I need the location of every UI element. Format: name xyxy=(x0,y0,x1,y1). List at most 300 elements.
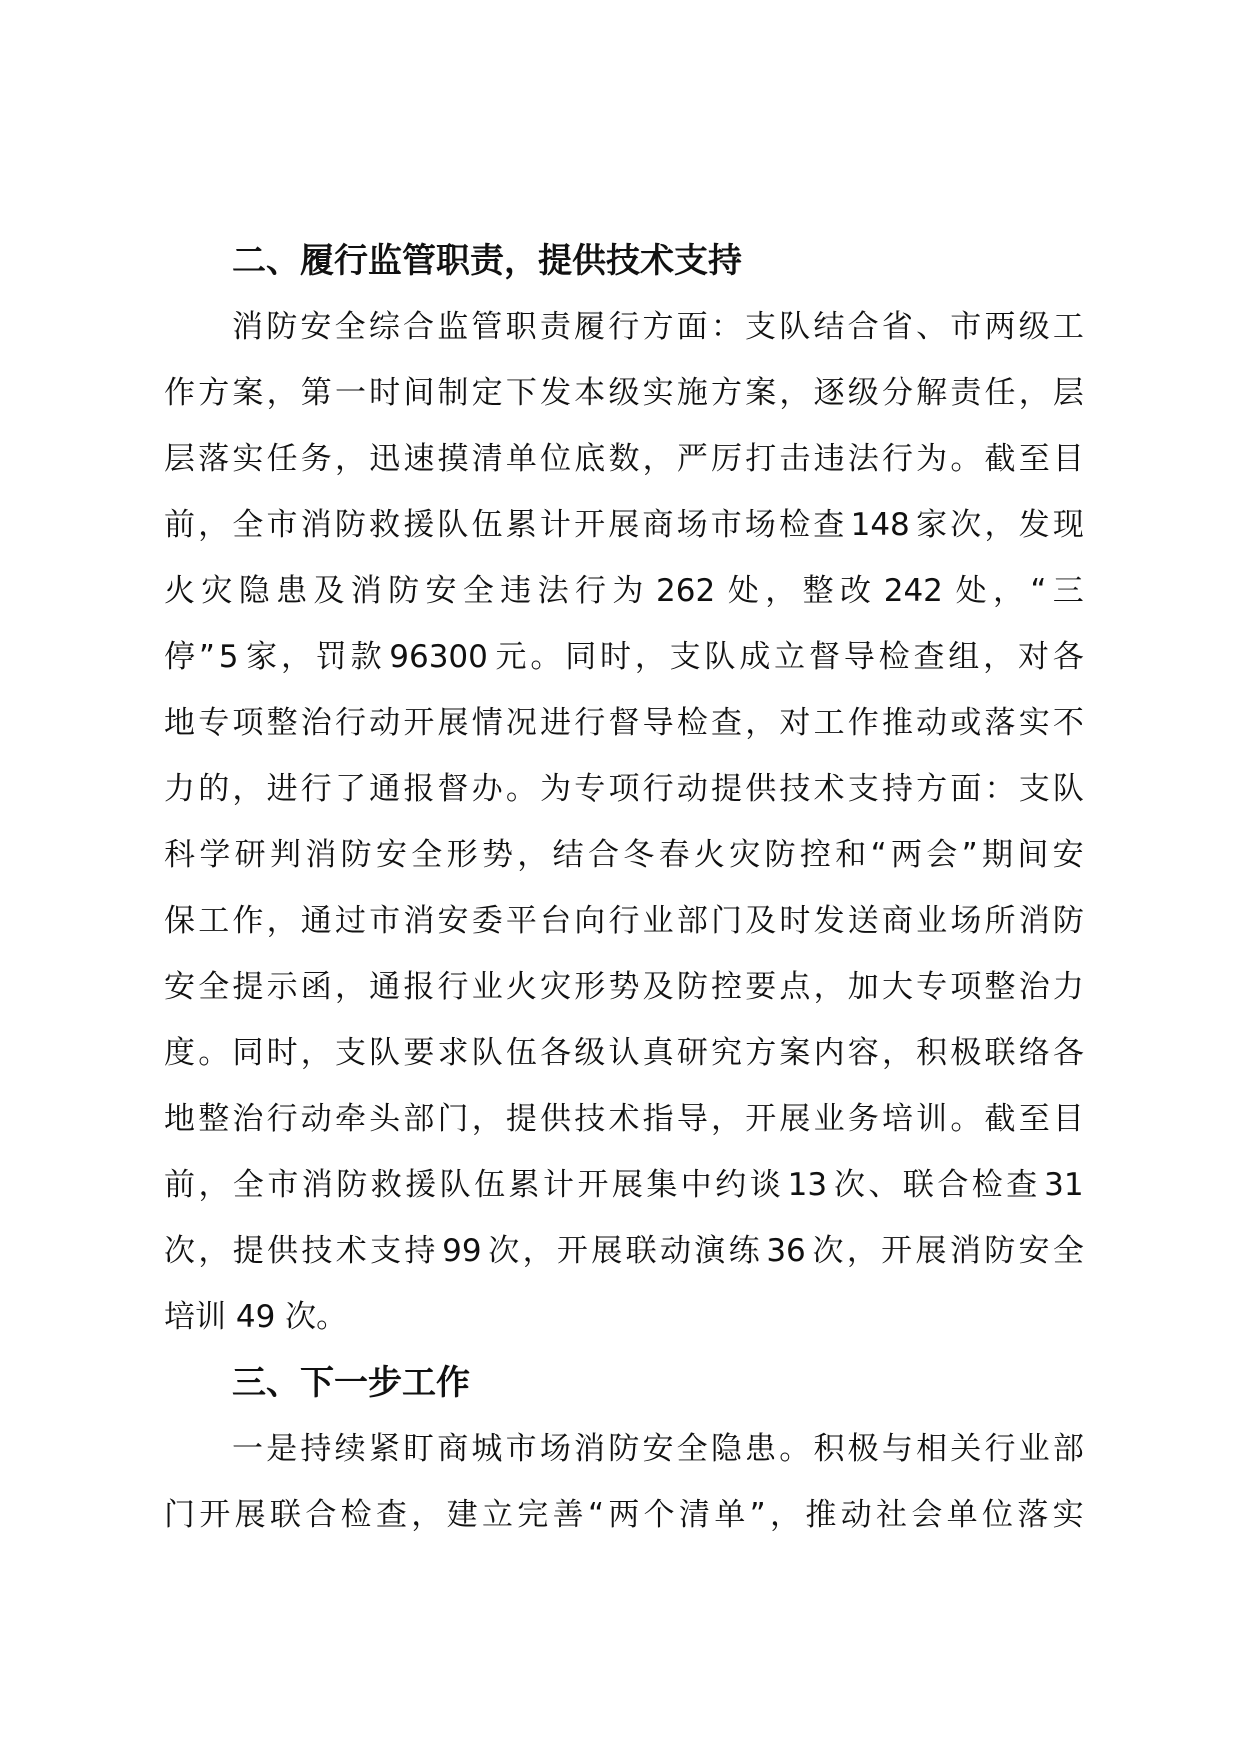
text-glyph: 完 xyxy=(517,1497,549,1533)
text-glyph: 消 xyxy=(949,1233,981,1269)
text-glyph: 方 xyxy=(642,309,674,345)
paragraph-line xyxy=(164,558,1084,624)
text-glyph: 专 xyxy=(198,705,230,741)
text-glyph: 防 xyxy=(608,1431,640,1467)
text-glyph: 面 xyxy=(950,771,982,807)
text-glyph: 行 xyxy=(984,1431,1016,1467)
text-glyph: 。 xyxy=(779,1431,811,1467)
text-glyph: 目 xyxy=(1052,1101,1084,1137)
text-glyph: 各 xyxy=(1052,639,1084,675)
text-glyph: 累 xyxy=(508,1167,540,1203)
text-glyph: 展 xyxy=(915,1233,947,1269)
text-glyph: 队 xyxy=(779,309,811,345)
text-glyph: ， xyxy=(642,441,674,477)
text-glyph: 灾 xyxy=(540,969,572,1005)
text-glyph: 研 xyxy=(676,1035,708,1071)
text-glyph: 极 xyxy=(950,1035,982,1071)
text-glyph: 门 xyxy=(437,1101,469,1137)
text-glyph: 作 xyxy=(847,705,879,741)
text-glyph: 安 xyxy=(425,573,457,609)
text-glyph: 次 xyxy=(950,507,982,543)
text-glyph: 制 xyxy=(437,375,469,411)
text-glyph: 项 xyxy=(950,969,982,1005)
paragraph-line xyxy=(164,294,1084,360)
text-glyph: 术 xyxy=(608,1101,640,1137)
text-glyph: 工 xyxy=(813,705,845,741)
text-glyph: 99 xyxy=(442,1233,482,1269)
text-glyph: 实 xyxy=(1052,1497,1084,1533)
text-glyph: 展 xyxy=(611,1167,643,1203)
text-glyph: ， xyxy=(198,1233,230,1269)
text-glyph: ， xyxy=(198,507,230,543)
text-glyph: 位 xyxy=(982,1497,1013,1533)
text-glyph: 防 xyxy=(388,573,420,609)
text-glyph: 级 xyxy=(574,1035,606,1071)
text-glyph: 项 xyxy=(232,705,264,741)
text-glyph: 市 xyxy=(505,1431,537,1467)
text-glyph: 。 xyxy=(198,1035,230,1071)
text-glyph: 度 xyxy=(164,1035,195,1071)
text-glyph: 开 xyxy=(403,705,435,741)
text-glyph: 善 xyxy=(552,1497,584,1533)
text-glyph: 冬 xyxy=(623,837,655,873)
text-glyph: ” xyxy=(198,639,215,675)
text-glyph: 防 xyxy=(336,1167,368,1203)
text-glyph: 层 xyxy=(164,441,195,477)
text-glyph: 底 xyxy=(574,441,606,477)
text-glyph: 门 xyxy=(164,1497,195,1533)
text-glyph: 落 xyxy=(984,705,1016,741)
text-glyph: 点 xyxy=(779,969,811,1005)
text-glyph: 148 xyxy=(850,507,910,543)
paragraph-line xyxy=(164,888,1084,954)
text-glyph: 队 xyxy=(437,507,469,543)
text-glyph: 消 xyxy=(350,573,382,609)
text-glyph: 队 xyxy=(439,1167,471,1203)
text-glyph: 盯 xyxy=(403,1431,435,1467)
text-glyph: 停 xyxy=(164,639,195,675)
text-glyph: 合 xyxy=(403,309,435,345)
text-glyph: 队 xyxy=(704,639,736,675)
text-glyph: 期 xyxy=(982,837,1013,873)
text-glyph: 情 xyxy=(471,705,503,741)
text-glyph: 关 xyxy=(950,1431,982,1467)
paragraph-line xyxy=(164,1482,1084,1548)
text-glyph: 位 xyxy=(540,441,572,477)
text-glyph: 行 xyxy=(608,903,640,939)
text-glyph: 行 xyxy=(300,771,332,807)
text-glyph: 处 xyxy=(955,573,987,609)
text-glyph: 形 xyxy=(574,969,606,1005)
text-glyph: 打 xyxy=(745,441,777,477)
text-glyph: 技 xyxy=(301,1233,333,1269)
text-glyph: 作 xyxy=(232,903,264,939)
text-glyph: 方 xyxy=(198,375,230,411)
text-glyph: 进 xyxy=(266,771,298,807)
text-glyph: 违 xyxy=(500,573,532,609)
text-glyph: 清 xyxy=(678,1497,710,1533)
text-glyph: 改 xyxy=(840,573,871,609)
text-glyph: 家 xyxy=(246,639,278,675)
text-glyph: 牵 xyxy=(334,1101,366,1137)
text-glyph: 消 xyxy=(300,507,332,543)
text-glyph: 分 xyxy=(881,375,913,411)
text-glyph: 作 xyxy=(164,375,195,411)
text-glyph: 动 xyxy=(840,1497,872,1533)
text-glyph: 行 xyxy=(334,705,366,741)
text-glyph: 支 xyxy=(370,1233,402,1269)
text-glyph: 督 xyxy=(437,771,469,807)
text-glyph: 次 xyxy=(164,1233,195,1269)
text-glyph: 职 xyxy=(505,309,537,345)
text-glyph: 救 xyxy=(369,507,401,543)
text-glyph: 全 xyxy=(462,573,494,609)
text-glyph: 动 xyxy=(300,1101,332,1137)
text-glyph: 联 xyxy=(625,1233,657,1269)
text-glyph: 向 xyxy=(574,903,606,939)
text-glyph: 展 xyxy=(608,507,640,543)
text-glyph: 委 xyxy=(471,903,503,939)
text-glyph: 业 xyxy=(916,903,948,939)
text-glyph: 极 xyxy=(847,1431,879,1467)
text-glyph: 面 xyxy=(676,309,708,345)
text-glyph: 提 xyxy=(711,771,742,807)
paragraph-line xyxy=(164,1086,1084,1152)
text-glyph: 提 xyxy=(505,1101,537,1137)
text-glyph: 方 xyxy=(711,375,742,411)
text-glyph: 消 xyxy=(301,1167,333,1203)
text-glyph: 发 xyxy=(813,903,845,939)
text-glyph: 合 xyxy=(847,309,879,345)
text-glyph: 商 xyxy=(881,903,913,939)
text-glyph: 动 xyxy=(676,771,708,807)
text-glyph: 摸 xyxy=(437,441,469,477)
text-glyph: 定 xyxy=(471,375,503,411)
text-glyph: 时 xyxy=(369,375,401,411)
text-glyph: 级 xyxy=(847,375,879,411)
text-glyph: 为 xyxy=(612,573,644,609)
paragraph-line xyxy=(164,360,1084,426)
text-glyph: 严 xyxy=(676,441,708,477)
paragraph-line-last: 培训 49 次。 xyxy=(164,1299,348,1335)
text-glyph: 结 xyxy=(552,837,584,873)
text-glyph: 火 xyxy=(505,969,537,1005)
text-glyph: 各 xyxy=(1052,1035,1084,1071)
text-glyph: 发 xyxy=(540,375,572,411)
text-glyph: 真 xyxy=(642,1035,674,1071)
text-glyph: 安 xyxy=(375,837,407,873)
text-glyph: 进 xyxy=(540,705,572,741)
text-glyph: 次 xyxy=(833,1167,865,1203)
text-glyph: 容 xyxy=(847,1035,879,1071)
text-glyph: ， xyxy=(334,441,366,477)
text-glyph: 地 xyxy=(164,705,195,741)
text-glyph: 究 xyxy=(711,1035,742,1071)
text-glyph: 一 xyxy=(232,1431,263,1467)
text-glyph: 患 xyxy=(276,573,308,609)
text-glyph: ： xyxy=(984,771,1016,807)
text-glyph: 治 xyxy=(300,705,332,741)
text-glyph: 技 xyxy=(779,771,811,807)
text-glyph: 安 xyxy=(1052,837,1084,873)
text-glyph: 为 xyxy=(540,771,572,807)
text-glyph: 立 xyxy=(774,639,806,675)
text-glyph: 单 xyxy=(946,1497,978,1533)
text-glyph: 动 xyxy=(659,1233,691,1269)
text-glyph: ” xyxy=(749,1497,766,1533)
text-glyph: 治 xyxy=(1018,969,1050,1005)
text-glyph: 持 xyxy=(881,771,913,807)
text-glyph: ， xyxy=(471,1101,503,1137)
text-glyph: 工 xyxy=(1052,309,1084,345)
text-glyph: 时 xyxy=(266,1035,298,1071)
text-glyph: 市 xyxy=(266,507,298,543)
text-glyph: ， xyxy=(992,573,1024,609)
text-glyph: 方 xyxy=(916,771,948,807)
text-glyph: 方 xyxy=(745,1035,777,1071)
text-glyph: 支 xyxy=(745,309,777,345)
text-glyph: 业 xyxy=(813,1101,845,1137)
text-glyph: 市 xyxy=(710,507,742,543)
text-glyph: 防 xyxy=(676,969,708,1005)
text-glyph: 计 xyxy=(539,507,571,543)
text-glyph: “ xyxy=(1030,573,1047,609)
text-glyph: 逐 xyxy=(813,375,845,411)
text-glyph: 履 xyxy=(574,309,606,345)
text-glyph: 推 xyxy=(805,1497,837,1533)
text-glyph: 办 xyxy=(471,771,503,807)
paragraph-line xyxy=(164,1152,1084,1218)
text-glyph: 队 xyxy=(1052,771,1084,807)
text-glyph: ， xyxy=(634,639,666,675)
text-glyph: 联 xyxy=(269,1497,301,1533)
text-glyph: 开 xyxy=(574,507,606,543)
text-glyph: 案 xyxy=(232,375,264,411)
text-glyph: 灾 xyxy=(729,837,761,873)
text-glyph: 队 xyxy=(471,1035,503,1071)
text-glyph: 督 xyxy=(608,705,640,741)
text-glyph: 开 xyxy=(745,1101,777,1137)
text-glyph: 速 xyxy=(403,441,435,477)
text-glyph: 三 xyxy=(1052,573,1084,609)
text-glyph: 加 xyxy=(847,969,879,1005)
text-glyph: 合 xyxy=(305,1497,337,1533)
text-glyph: 全 xyxy=(411,837,443,873)
text-glyph: 提 xyxy=(232,969,264,1005)
paragraph-line xyxy=(164,426,1084,492)
text-glyph: 检 xyxy=(878,639,910,675)
text-glyph: ， xyxy=(232,771,264,807)
text-glyph: 和 xyxy=(835,837,867,873)
text-glyph: 动 xyxy=(369,705,401,741)
text-glyph: 各 xyxy=(540,1035,572,1071)
text-glyph: ， xyxy=(522,1233,554,1269)
paragraph-line xyxy=(164,1218,1084,1284)
text-glyph: 检 xyxy=(971,1167,1003,1203)
text-glyph: 隐 xyxy=(238,573,270,609)
text-glyph: 支 xyxy=(847,771,879,807)
text-glyph: 业 xyxy=(642,903,674,939)
text-glyph: 救 xyxy=(370,1167,402,1203)
text-glyph: 场 xyxy=(744,507,776,543)
text-glyph: 市 xyxy=(369,903,401,939)
text-glyph: 单 xyxy=(714,1497,746,1533)
text-glyph: 指 xyxy=(642,1101,674,1137)
text-glyph: 送 xyxy=(847,903,879,939)
text-glyph: 任 xyxy=(984,375,1016,411)
paragraph-line xyxy=(164,690,1084,756)
text-glyph: 城 xyxy=(471,1431,503,1467)
text-glyph: 全 xyxy=(198,969,230,1005)
text-glyph: 会 xyxy=(926,837,958,873)
text-glyph: 责 xyxy=(950,375,982,411)
text-glyph: 级 xyxy=(608,375,640,411)
text-glyph: 查 xyxy=(1006,1167,1038,1203)
text-glyph: 部 xyxy=(676,903,708,939)
text-glyph: 整 xyxy=(802,573,834,609)
text-glyph: 势 xyxy=(481,837,513,873)
text-glyph: 开 xyxy=(199,1497,231,1533)
text-glyph: 。 xyxy=(950,1101,982,1137)
text-glyph: 火 xyxy=(693,837,725,873)
text-glyph: 合 xyxy=(937,1167,969,1203)
text-glyph: 36 xyxy=(766,1233,806,1269)
document-page xyxy=(164,228,1084,1548)
text-glyph: 况 xyxy=(505,705,537,741)
text-glyph: 与 xyxy=(881,1431,913,1467)
text-glyph: 供 xyxy=(540,1101,572,1137)
text-glyph: 台 xyxy=(540,903,572,939)
text-glyph: 安 xyxy=(642,1431,674,1467)
text-glyph: 伍 xyxy=(471,507,503,543)
text-glyph: ： xyxy=(710,309,742,345)
text-glyph: 安 xyxy=(164,969,195,1005)
text-glyph: 力 xyxy=(1052,969,1084,1005)
text-glyph: 数 xyxy=(608,441,640,477)
text-glyph: 伍 xyxy=(505,1035,537,1071)
text-glyph: 动 xyxy=(916,705,948,741)
text-glyph: 组 xyxy=(948,639,980,675)
text-glyph: 供 xyxy=(745,771,777,807)
text-glyph: 防 xyxy=(334,507,366,543)
text-glyph: 术 xyxy=(813,771,845,807)
text-glyph: 导 xyxy=(843,639,875,675)
text-glyph: 开 xyxy=(556,1233,588,1269)
text-glyph: 对 xyxy=(1017,639,1049,675)
text-glyph: 函 xyxy=(300,969,332,1005)
text-glyph: 是 xyxy=(266,1431,298,1467)
text-glyph: 全 xyxy=(232,1167,264,1203)
text-glyph: 队 xyxy=(369,1035,401,1071)
text-glyph: 迅 xyxy=(369,441,401,477)
text-glyph: 同 xyxy=(565,639,597,675)
text-glyph: 两 xyxy=(890,837,922,873)
text-glyph: 提 xyxy=(232,1233,264,1269)
text-glyph: 势 xyxy=(608,969,640,1005)
text-glyph: 违 xyxy=(813,441,845,477)
text-glyph: 安 xyxy=(300,309,332,345)
text-glyph: 地 xyxy=(164,1101,195,1137)
text-glyph: 级 xyxy=(1018,309,1050,345)
text-glyph: 落 xyxy=(1017,1497,1049,1533)
text-glyph: 行 xyxy=(266,1101,298,1137)
text-glyph: 通 xyxy=(369,771,401,807)
text-glyph: 第 xyxy=(300,375,332,411)
text-glyph: 示 xyxy=(266,969,298,1005)
text-glyph: 或 xyxy=(950,705,982,741)
text-glyph: 、 xyxy=(868,1167,900,1203)
text-glyph: 隐 xyxy=(710,1431,742,1467)
text-glyph: 两 xyxy=(608,1497,640,1533)
text-glyph: 业 xyxy=(471,969,503,1005)
text-glyph: 要 xyxy=(745,969,777,1005)
text-glyph: ， xyxy=(411,1497,443,1533)
text-glyph: 展 xyxy=(437,705,469,741)
text-glyph: 患 xyxy=(745,1431,777,1467)
text-glyph: 实 xyxy=(232,441,264,477)
text-glyph: ” xyxy=(961,837,978,873)
text-glyph: 落 xyxy=(198,441,230,477)
text-glyph: 检 xyxy=(676,705,708,741)
text-glyph: 市 xyxy=(950,309,982,345)
text-glyph: 消 xyxy=(574,1431,606,1467)
text-glyph: 积 xyxy=(813,1431,845,1467)
text-glyph: 。 xyxy=(505,771,537,807)
text-glyph: 查 xyxy=(813,507,845,543)
text-glyph: 13 xyxy=(787,1167,828,1203)
text-glyph: 防 xyxy=(1052,903,1084,939)
section-heading-2: 二、履行监管职责，提供技术支持 xyxy=(232,241,742,281)
text-glyph: ， xyxy=(517,837,549,873)
text-glyph: 支 xyxy=(669,639,701,675)
text-glyph: “ xyxy=(587,1497,604,1533)
text-glyph: 消 xyxy=(403,903,435,939)
text-glyph: 整 xyxy=(266,705,298,741)
text-glyph: 至 xyxy=(1018,1101,1050,1137)
text-glyph: 展 xyxy=(779,1101,811,1137)
text-glyph: 援 xyxy=(403,507,435,543)
text-glyph: 任 xyxy=(266,441,298,477)
text-glyph: 处 xyxy=(727,573,759,609)
text-glyph: 截 xyxy=(984,441,1016,477)
section-heading-3: 三、下一步工作 xyxy=(232,1363,470,1403)
paragraph-line xyxy=(164,1416,1084,1482)
text-glyph: 款 xyxy=(350,639,382,675)
text-glyph: 检 xyxy=(779,507,811,543)
text-glyph: 场 xyxy=(676,507,708,543)
text-glyph: 法 xyxy=(847,441,879,477)
text-glyph: 一 xyxy=(334,375,366,411)
text-glyph: 通 xyxy=(300,903,332,939)
text-glyph: 累 xyxy=(505,507,537,543)
text-glyph: 案 xyxy=(745,375,777,411)
text-glyph: 次 xyxy=(812,1233,844,1269)
text-glyph: 元 xyxy=(495,639,527,675)
text-glyph: 解 xyxy=(916,375,948,411)
text-glyph: 续 xyxy=(334,1431,366,1467)
text-glyph: 整 xyxy=(984,969,1016,1005)
paragraph-line xyxy=(164,756,1084,822)
text-glyph: 前 xyxy=(164,507,195,543)
text-glyph: 查 xyxy=(711,705,742,741)
text-glyph: 间 xyxy=(1017,837,1049,873)
text-glyph: 结 xyxy=(813,309,845,345)
text-glyph: 层 xyxy=(1052,375,1084,411)
text-glyph: 防 xyxy=(764,837,796,873)
text-glyph: 科 xyxy=(164,837,195,873)
text-glyph: 时 xyxy=(600,639,632,675)
text-glyph: 96300 xyxy=(389,639,488,675)
